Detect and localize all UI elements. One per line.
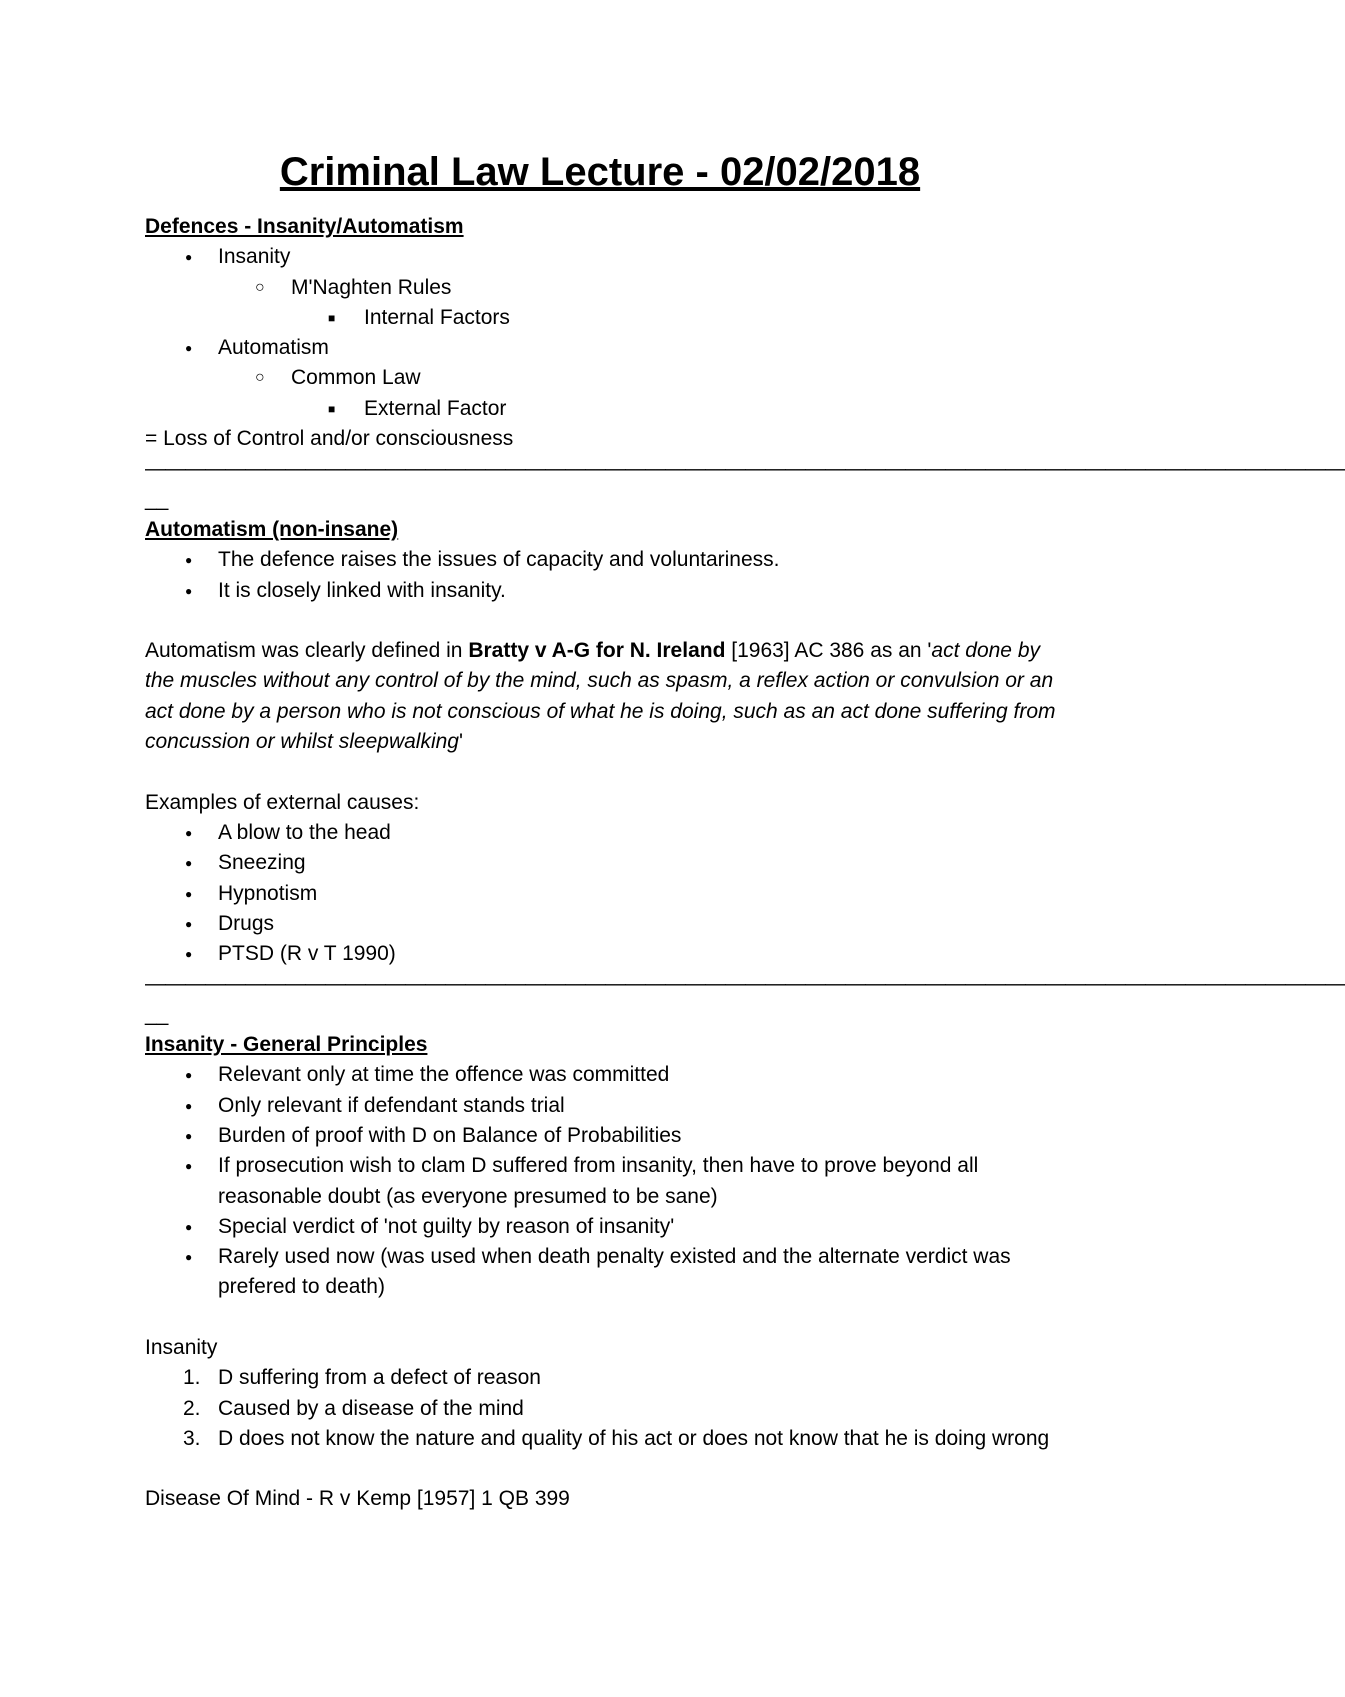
case-name: Bratty v A-G for N. Ireland	[468, 639, 726, 663]
divider-tail: __	[145, 1002, 169, 1026]
divider-rule: ————————————————————————————————————————————————————————————	[145, 972, 1345, 996]
item-text: D does not know the nature and quality of his act or does not know that he is doing wrong	[218, 1426, 1050, 1450]
list-item: ● Rarely used now (was used when death penalty existed and the alternate verdict was prefered to death)	[145, 1242, 1065, 1303]
para-text: Automatism was clearly defined in	[145, 639, 469, 663]
numbered-item	[145, 1394, 1065, 1424]
list-item: ● Drugs	[145, 909, 1065, 939]
list-item: ● Only relevant if defendant stands trial	[145, 1091, 1065, 1121]
para-text: [1963] AC 386 as an '	[725, 639, 932, 663]
section-heading-insanity: Insanity - General Principles	[145, 1033, 428, 1057]
list-item: ○ M'Naghten Rules	[145, 273, 1065, 303]
list-item: ● A blow to the head	[145, 818, 1065, 848]
para-text: '	[459, 730, 464, 754]
numbered-item	[145, 1363, 1065, 1393]
item-text: D suffering from a defect of reason	[218, 1366, 541, 1390]
list-item: ● Sneezing	[145, 848, 1065, 878]
section-heading-automatism: Automatism (non-insane)	[145, 517, 399, 541]
list-item: ● Relevant only at time the offence was committed	[145, 1060, 1065, 1090]
document-body	[145, 212, 1345, 1515]
item-number: 1.	[183, 1366, 201, 1390]
list-item: ● Burden of proof with D on Balance of Probabilities	[145, 1121, 1065, 1151]
list-item: ■ External Factor	[145, 394, 1065, 424]
list-item: ● PTSD (R v T 1990)	[145, 939, 1065, 969]
examples-label: Examples of external causes:	[145, 790, 420, 814]
definition-quote: act done by the muscles without any control of by the mind, such as spasm, a reflex action or convulsion or an act done by a person who is not conscious of what he is doing, such as an act done suffering from concussion or whilst sleepwalking	[145, 639, 1056, 754]
list-item: ● Automatism	[145, 333, 1065, 363]
item-number: 3.	[183, 1426, 201, 1450]
list-item: ● Hypnotism	[145, 879, 1065, 909]
list-item: ● The defence raises the issues of capacity and voluntariness.	[145, 545, 1065, 575]
footer-citation: Disease Of Mind - R v Kemp [1957] 1 QB 399	[145, 1487, 570, 1511]
numbered-item	[145, 1424, 1065, 1454]
list-item: ○ Common Law	[145, 363, 1065, 393]
divider-tail: __	[145, 487, 169, 511]
divider-rule: ————————————————————————————————————————————————————————————	[145, 457, 1345, 481]
list-item: ● Insanity	[145, 242, 1065, 272]
insanity-label: Insanity	[145, 1335, 218, 1359]
list-item: ● Special verdict of 'not guilty by reason of insanity'	[145, 1212, 1065, 1242]
list-item: ● It is closely linked with insanity.	[145, 576, 1065, 606]
summary-text: = Loss of Control and/or consciousness	[145, 427, 514, 451]
page-title: Criminal Law Lecture - 02/02/2018	[279, 150, 921, 194]
list-item: ■ Internal Factors	[145, 303, 1065, 333]
definition-paragraph	[145, 636, 1065, 757]
item-number: 2.	[183, 1396, 201, 1420]
item-text: Caused by a disease of the mind	[218, 1396, 524, 1420]
list-item: ● If prosecution wish to clam D suffered from insanity, then have to prove beyond all reasonable doubt (as everyone presumed to be sane)	[145, 1151, 1065, 1212]
section-heading-defences: Defences - Insanity/Automatism	[145, 215, 464, 238]
